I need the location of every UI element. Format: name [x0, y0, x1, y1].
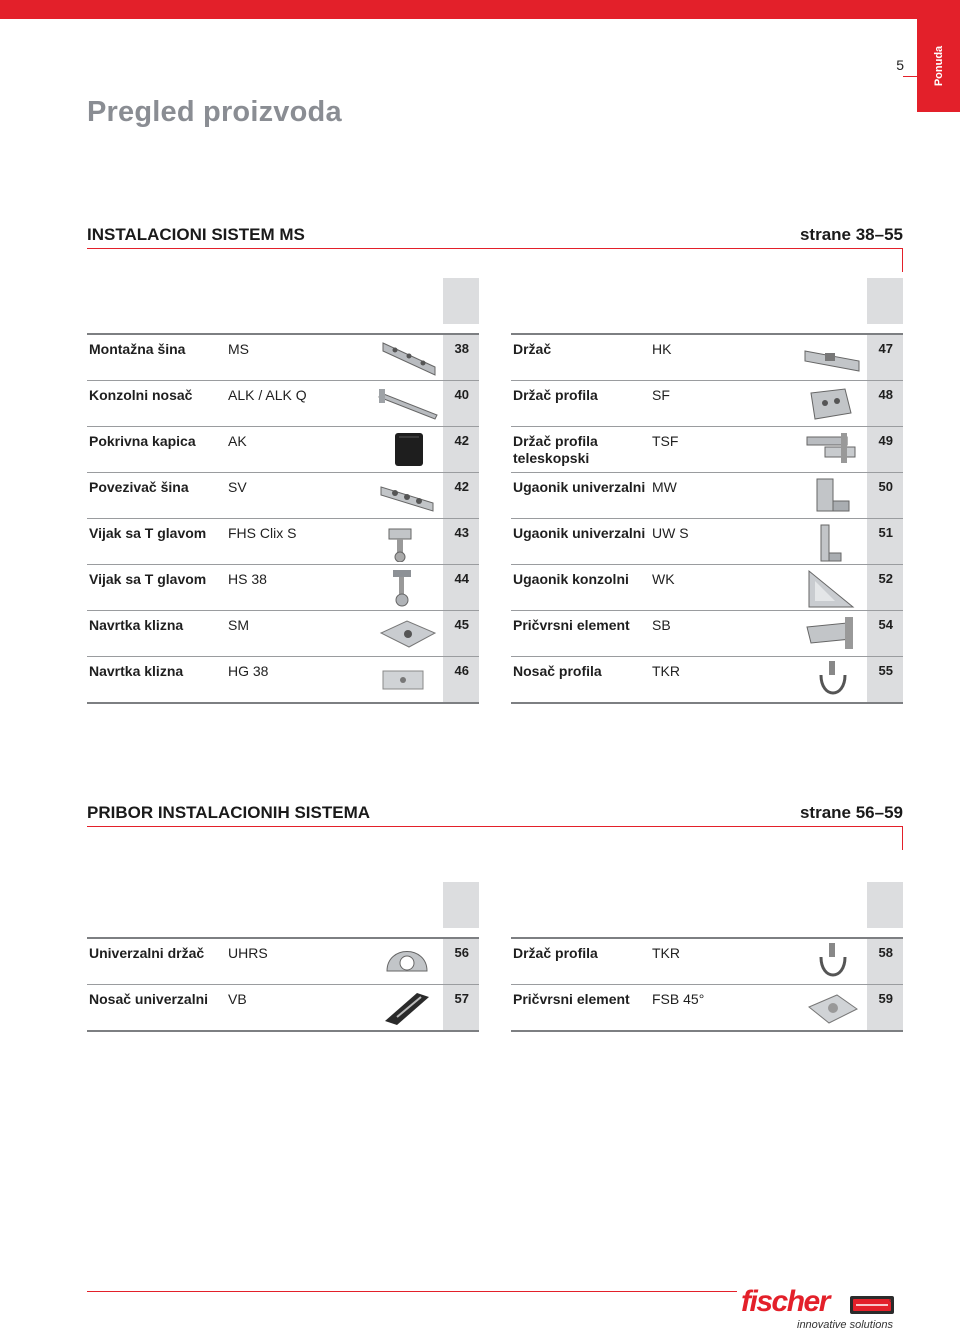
fischer-logo: [740, 1285, 905, 1332]
page-title: Pregled proizvoda: [87, 96, 342, 128]
product-name: Vijak sa T glavom: [89, 525, 207, 541]
product-page-number[interactable]: 45: [454, 617, 469, 632]
profile-holder-tkr-icon: [801, 941, 865, 982]
section-header-ms: [87, 225, 903, 251]
product-name: Ugaonik univerzalni: [513, 525, 646, 541]
t-head-bolt-icon: [377, 567, 441, 608]
product-page-number[interactable]: 40: [454, 387, 469, 402]
product-name: Pričvrsni element: [513, 617, 630, 633]
product-rows: [87, 333, 479, 704]
product-code: SB: [652, 617, 671, 633]
product-code: TSF: [652, 433, 679, 449]
product-row[interactable]: [87, 611, 479, 657]
profile-holder-icon: [801, 383, 865, 424]
logo-wordmark: fischer: [741, 1285, 829, 1318]
mounting-rail-icon: [377, 337, 441, 378]
product-page-number[interactable]: 42: [454, 433, 469, 448]
product-page-number[interactable]: 38: [454, 341, 469, 356]
section-rule: [87, 248, 903, 249]
product-code: TKR: [652, 945, 680, 961]
logo-tagline: innovative solutions: [797, 1319, 894, 1331]
product-code: UHRS: [228, 945, 268, 961]
product-page-number[interactable]: 48: [878, 387, 893, 402]
product-code: FSB 45°: [652, 991, 705, 1007]
product-row[interactable]: [511, 473, 903, 519]
side-tab-label: Ponuda: [932, 45, 945, 86]
product-name: Držač profila teleskopski: [513, 433, 598, 466]
product-row[interactable]: [511, 657, 903, 704]
console-angle-icon: [801, 567, 865, 608]
product-row[interactable]: [511, 381, 903, 427]
product-row[interactable]: [87, 335, 479, 381]
cantilever-bracket-icon: [377, 383, 441, 424]
product-name: Držač profila: [513, 945, 598, 961]
side-tab[interactable]: [917, 19, 960, 112]
universal-angle-icon: [801, 475, 865, 516]
product-rows: [511, 333, 903, 704]
product-name: Nosač univerzalni: [89, 991, 209, 1007]
product-page-number[interactable]: 57: [454, 991, 469, 1006]
product-page-number[interactable]: 42: [454, 479, 469, 494]
universal-angle-uws-icon: [801, 521, 865, 562]
sliding-nut-icon: [377, 613, 441, 654]
product-name: Vijak sa T glavom: [89, 571, 207, 587]
end-cap-icon: [377, 429, 441, 470]
section-title: INSTALACIONI SISTEM MS: [87, 225, 305, 244]
product-page-number[interactable]: 54: [878, 617, 893, 632]
product-name: Povezivač šina: [89, 479, 189, 495]
product-name: Ugaonik konzolni: [513, 571, 629, 587]
product-code: HK: [652, 341, 672, 357]
product-row[interactable]: [511, 939, 903, 985]
product-code: AK: [228, 433, 247, 449]
page-number: 5: [896, 57, 904, 73]
product-row[interactable]: [87, 985, 479, 1032]
page-column-header: [867, 882, 903, 928]
footer-rule: [87, 1291, 737, 1292]
universal-carrier-icon: [377, 987, 441, 1028]
tab-connector-line: [903, 76, 917, 77]
product-code: FHS Clix S: [228, 525, 297, 541]
product-page-number[interactable]: 59: [878, 991, 893, 1006]
product-name: Navrtka klizna: [89, 663, 184, 679]
section-header-accessories: [87, 803, 903, 829]
product-name: Montažna šina: [89, 341, 186, 357]
product-name: Pričvrsni element: [513, 991, 630, 1007]
page-column-header: [443, 278, 479, 324]
product-row[interactable]: [511, 985, 903, 1032]
product-row[interactable]: [87, 565, 479, 611]
product-code: HS 38: [228, 571, 267, 587]
product-row[interactable]: [87, 939, 479, 985]
telescopic-holder-icon: [801, 429, 865, 470]
page-column-header: [867, 278, 903, 324]
t-head-bolt-clix-icon: [377, 521, 441, 562]
product-page-number[interactable]: 43: [454, 525, 469, 540]
product-code: TKR: [652, 663, 680, 679]
section-tick: [902, 248, 903, 272]
product-code: UW S: [652, 525, 689, 541]
product-name: Držač: [513, 341, 552, 357]
product-page-number[interactable]: 47: [878, 341, 893, 356]
product-code: SF: [652, 387, 670, 403]
product-code: WK: [652, 571, 675, 587]
product-row[interactable]: [87, 519, 479, 565]
product-row[interactable]: [87, 381, 479, 427]
logo-badge-icon: [850, 1296, 894, 1314]
product-row[interactable]: [511, 427, 903, 473]
section-page-range: strane 56–59: [799, 803, 903, 822]
product-page-number[interactable]: 46: [454, 663, 469, 678]
product-row[interactable]: [511, 565, 903, 611]
top-red-bar: [0, 0, 960, 19]
section-title: PRIBOR INSTALACIONIH SISTEMA: [87, 803, 371, 822]
sliding-nut-hg-icon: [377, 659, 441, 700]
product-row[interactable]: [511, 519, 903, 565]
profile-carrier-icon: [801, 659, 865, 700]
product-row[interactable]: [87, 473, 479, 519]
product-row[interactable]: [511, 335, 903, 381]
section-tick: [902, 826, 903, 850]
product-code: HG 38: [228, 663, 269, 679]
product-page-number[interactable]: 55: [878, 663, 893, 678]
product-rows: [511, 937, 903, 1032]
product-code: SV: [228, 479, 247, 495]
product-name: Držač profila: [513, 387, 598, 403]
section-page-range: strane 38–55: [799, 225, 903, 244]
product-row[interactable]: [87, 657, 479, 704]
product-name: Navrtka klizna: [89, 617, 184, 633]
product-page-number[interactable]: 56: [454, 945, 469, 960]
product-name: Ugaonik univerzalni: [513, 479, 646, 495]
product-row[interactable]: [511, 611, 903, 657]
product-row[interactable]: [87, 427, 479, 473]
product-name: Nosač profila: [513, 663, 602, 679]
universal-holder-icon: [377, 941, 441, 982]
product-page-number[interactable]: 51: [878, 525, 893, 540]
section-rule: [87, 826, 903, 827]
product-page-number[interactable]: 44: [454, 571, 469, 586]
product-page-number[interactable]: 50: [878, 479, 893, 494]
product-name: Univerzalni držač: [89, 945, 205, 961]
product-rows: [87, 937, 479, 1032]
product-page-number[interactable]: 49: [878, 433, 893, 448]
product-page-number[interactable]: 58: [878, 945, 893, 960]
product-code: VB: [228, 991, 247, 1007]
product-name: Pokrivna kapica: [89, 433, 196, 449]
holder-icon: [801, 337, 865, 378]
product-page-number[interactable]: 52: [878, 571, 893, 586]
fastening-element-icon: [801, 613, 865, 654]
page-column-header: [443, 882, 479, 928]
product-code: ALK / ALK Q: [228, 387, 307, 403]
product-code: SM: [228, 617, 249, 633]
rail-connector-icon: [377, 475, 441, 516]
product-name: Konzolni nosač: [89, 387, 193, 403]
product-code: MS: [228, 341, 249, 357]
fastening-element-fsb-icon: [801, 987, 865, 1028]
product-code: MW: [652, 479, 677, 495]
